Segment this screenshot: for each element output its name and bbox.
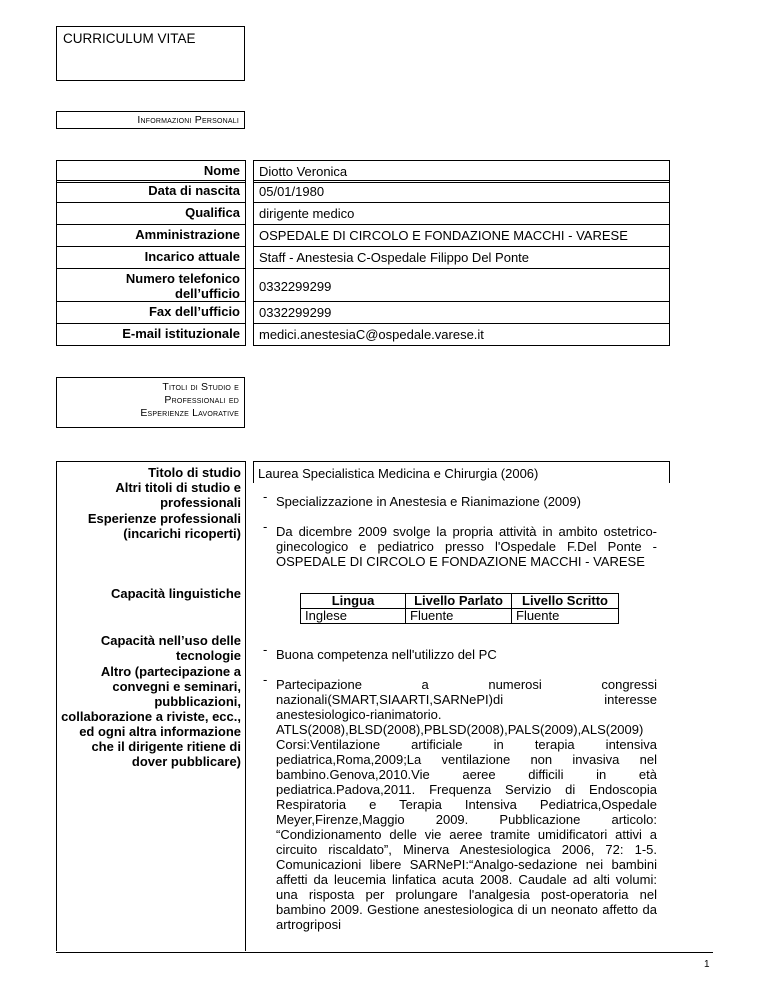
label-telefono: Numero telefonico dell’ufficio [56,268,246,302]
section-titles-line3: Esperienze Lavorative [140,407,239,419]
page-number: 1 [704,959,710,970]
value-telefono: 0332299299 [253,268,670,302]
header-parlato: Livello Parlato [406,594,512,609]
cell-lingua: Inglese [301,609,406,624]
dash-altri: - [263,489,268,504]
label-incarico: Incarico attuale [56,246,246,269]
label-qualifica: Qualifica [56,202,246,225]
value-fax: 0332299299 [253,301,670,324]
label-lingue: Capacità linguistiche [110,586,241,601]
languages-header-row [301,594,619,609]
languages-table [300,593,619,624]
label-altro: Altro (partecipazione a convegni e seminari, pubblicazioni, collaborazione a riviste, ecc., ed ogni altra informazione che il dirigente ritiene di dover pubblicare) [61,664,241,769]
label-email: E-mail istituzionale [56,323,246,346]
dash-esperienze: - [263,519,268,534]
label-nome: Nome [56,160,246,183]
value-data-nascita: 05/01/1980 [253,180,670,203]
value-amministrazione: OSPEDALE DI CIRCOLO E FONDAZIONE MACCHI - VARESE [253,224,670,247]
label-altri-titoli: Altri titoli di studio e professionali [115,480,241,510]
section-titles-line2: Professionali ed [164,394,239,406]
label-data-nascita: Data di nascita [56,180,246,203]
footer-rule [56,952,713,953]
value-esperienze: Da dicembre 2009 svolge la propria attività in ambito ostetrico-ginecologico e pediatrico presso l'Ospedale F.Del Ponte - OSPEDALE DI CIRCOLO E FONDAZIONE MACCHI - VARESE [276,524,657,569]
cell-scritto: Fluente [512,609,619,624]
value-incarico: Staff - Anestesia C-Ospedale Filippo Del Ponte [253,246,670,269]
value-altri-titoli: Specializzazione in Anestesia e Rianimazione (2009) [276,494,581,509]
value-tecnologie: Buona competenza nell'utilizzo del PC [276,647,497,662]
value-qualifica: dirigente medico [253,202,670,225]
label-fax: Fax dell’ufficio [56,301,246,324]
header-lingua: Lingua [301,594,406,609]
dash-tecnologie: - [263,642,268,657]
value-altro: Partecipazione a numerosi congressi nazionali(SMART,SIAARTI,SARNePI)di interesse anestesiologico-rianimatorio. ATLS(2008),BLSD(2008),PBLSD(2008),PALS(2009),ALS(2009) Corsi:Ventilazione artificiale in terapia intensiva pediatrica,Roma,2009;La ventilazione non invasiva nel bambino.Genova,2010.Vie aeree difficili in età pediatrica.Padova,2011. Frequenza Servizio di Endoscopia Respiratoria e Terapia Intensiva Pediatrica,Ospedale Meyer,Firenze,Maggio 2009. Pubblicazione articolo: “Condizionamento delle vie aeree tramite umidificatori attivi a circuito riscaldato”, Minerva Anestesiologica 2006, 72: 1-5. Comunicazioni libere SARNePI:“Analgo-sedazione nei bambini affetti da leucemia linfatica acuta 2008. Caudale ad alti volumi: una risposta per prolungare l'analgesia post-operatoria nel bambino 2009. Gestione anestesiologica di un neonato affetto da artrogriposi [276,677,657,932]
section-titles-header [56,377,245,428]
label-titolo-studio: Titolo di studio [148,465,241,480]
value-nome: Diotto Veronica [253,160,670,183]
value-email: medici.anestesiaC@ospedale.varese.it [253,323,670,346]
label-tecnologie: Capacità nell’uso delle tecnologie [100,633,241,663]
cell-parlato: Fluente [406,609,512,624]
cv-title: CURRICULUM VITAE [56,26,245,81]
value-titolo-studio: Laurea Specialistica Medicina e Chirurgia (2006) [258,466,539,481]
section-personal-header [56,111,245,129]
label-amministrazione: Amministrazione [56,224,246,247]
section-personal-label: Informazioni Personali [137,114,239,126]
dash-altro: - [263,672,268,687]
section-titles-line1: Titoli di Studio e [162,381,239,393]
header-scritto: Livello Scritto [512,594,619,609]
label-esperienze: Esperienze professionali (incarichi ricoperti) [87,511,241,541]
languages-row [301,609,619,624]
